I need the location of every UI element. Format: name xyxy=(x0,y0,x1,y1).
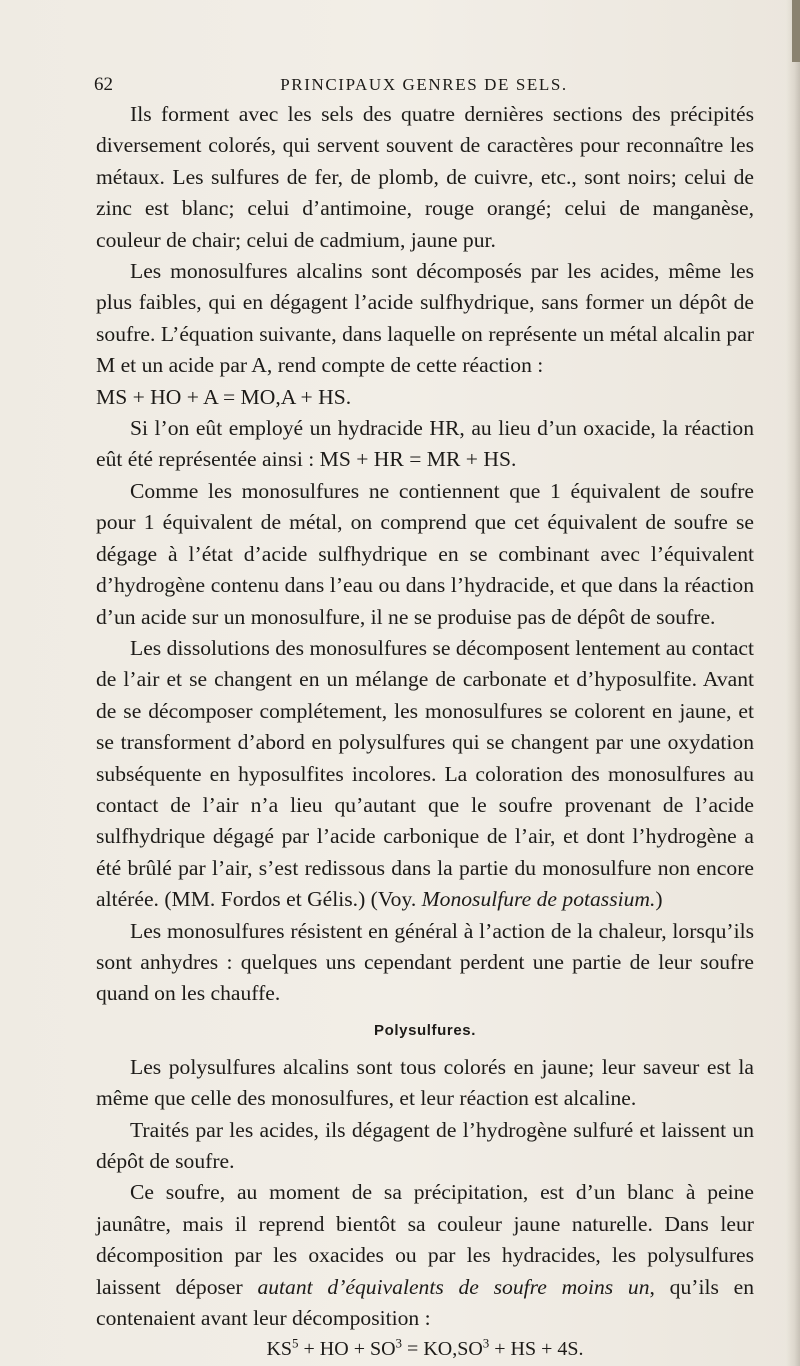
equation-2-part-b: + HO + SO xyxy=(298,1338,396,1361)
paragraph-4: Comme les monosulfures ne contiennent que 1 équivalent de soufre pour 1 équivalent de métal, on comprend que cet équivalent de soufre se dégage à l’état d’acide sulfhydrique en se combinant avec l’équivalent d’hydrogène contenu dans l’eau ou dans l’hydracide, et que dans la réaction d’un acide sur un monosulfure, il ne se produise pas de dépôt de soufre. xyxy=(96,478,754,629)
page-header xyxy=(94,74,754,102)
paragraph-3: Si l’on eût employé un hydracide HR, au lieu d’un oxacide, la réaction eût été représentée ainsi : MS + HR = MR + HS. xyxy=(96,416,754,472)
equation-2-part-a: KS xyxy=(266,1338,293,1361)
paragraph-7: Les polysulfures alcalins sont tous colorés en jaune; leur saveur est la même que celle des monosulfures, et leur réaction est alcaline. xyxy=(96,1054,754,1111)
equation-1: MS + HO + A = MO,A + HS. xyxy=(96,384,352,409)
equation-2-sup-b: 3 xyxy=(395,1335,403,1351)
page-body xyxy=(96,99,754,1366)
paragraph-5-close: ) xyxy=(655,887,663,912)
paragraph-9-end: , qu’ils en contenaient avant leur décomposition : xyxy=(96,1274,754,1331)
paragraph-8: Traités par les acides, ils dégagent de l’hydrogène sulfuré et laissent un dépôt de soufre. xyxy=(96,1117,754,1173)
section-title: Polysulfures. xyxy=(374,1021,476,1039)
paragraph-9-emphasis: autant d’équivalents de soufre moins un xyxy=(257,1274,650,1299)
running-title: PRINCIPAUX GENRES DE SELS. xyxy=(280,75,568,94)
equation-2-part-d: + HS + 4S. xyxy=(489,1338,584,1361)
equation-2-sup-a: 5 xyxy=(292,1335,299,1351)
page-number: 62 xyxy=(94,74,113,95)
equation-2-sup-c: 3 xyxy=(482,1335,490,1351)
equation-2-part-c: = KO,SO xyxy=(402,1338,483,1361)
paragraph-5-text: Les dissolutions des monosulfures se décomposent lentement au contact de l’air et se changent en un mélange de carbonate et d’hyposulfite. Avant de se décomposer complétement, les monosulfures se colorent en jaune, et se transforment d’abord en polysulfures qui se changent par une oxydation subséquente en hyposulfites incolores. La coloration des monosulfures au contact de l’air n’a lieu qu’autant que le soufre provenant de l’acide sulfhydrique dégagé par l’acide carbonique de l’air, et dont l’hydrogène a été brûlé par l’air, s’est redissous dans la partie du monosulfure non encore altérée. (MM. Fordos et Gélis.) (Voy. xyxy=(96,635,754,912)
paragraph-5-reference: Monosulfure de potassium. xyxy=(421,887,656,912)
paragraph-6: Les monosulfures résistent en général à l’action de la chaleur, lorsqu’ils sont anhydres : quelques uns cependant perdent une partie de leur soufre quand on les chauffe. xyxy=(96,918,754,1006)
paragraph-2: Les monosulfures alcalins sont décomposés par les acides, même les plus faibles, qui en dégagent l’acide sulfhydrique, sans former un dépôt de soufre. L’équation suivante, dans laquelle on représente un métal alcalin par M et un acide par A, rend compte de cette réaction : xyxy=(96,259,754,378)
paragraph-9-text: Ce soufre, au moment de sa précipitation, est d’un blanc à peine jaunâtre, mais il reprend bientôt sa couleur jaune naturelle. Dans leur décomposition par les oxacides ou par les hydracides, les polysulfures laissent déposer xyxy=(96,1180,754,1299)
page-edge-mark xyxy=(792,0,800,62)
paragraph-1: Ils forment avec les sels des quatre dernières sections des précipités diversement colorés, qui servent souvent de caractères pour reconnaître les métaux. Les sulfures de fer, de plomb, de cuivre, etc., sont noirs; celui de zinc est blanc; celui d’antimoine, rouge orangé; celui de manganèse, couleur de chair; celui de cadmium, jaune pur. xyxy=(96,102,754,252)
page-edge-shadow xyxy=(786,0,800,1366)
paragraph-9 xyxy=(96,1177,754,1334)
paragraph-5 xyxy=(96,633,754,916)
equation-2 xyxy=(96,1334,754,1365)
